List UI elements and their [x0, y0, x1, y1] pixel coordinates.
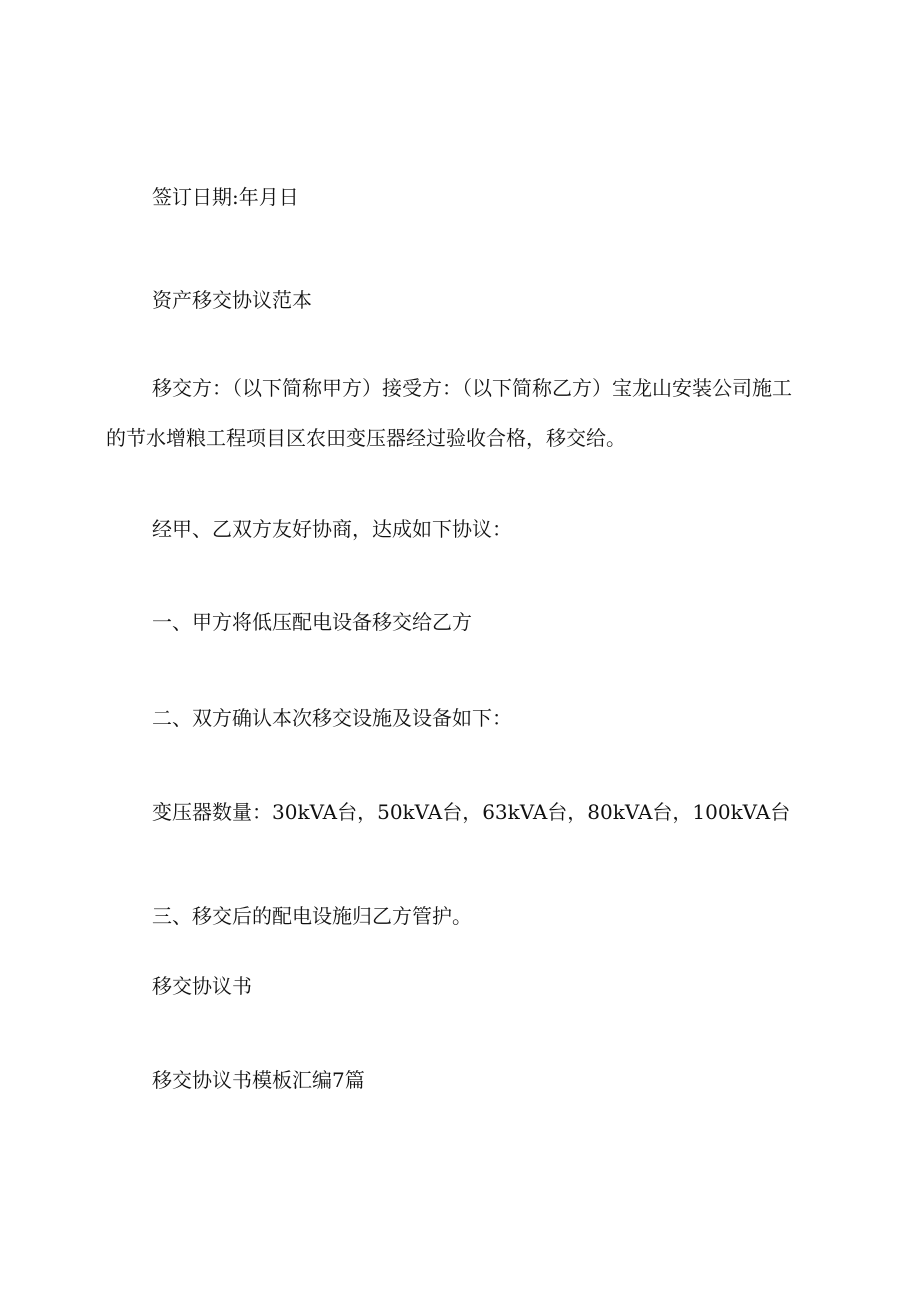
intro-paragraph-line-2: 的节水增粮工程项目区农田变压器经过验收合格，移交给。: [106, 426, 626, 450]
collection-heading: 移交协议书模板汇编7篇: [152, 1068, 365, 1092]
document-title: 资产移交协议范本: [152, 288, 312, 312]
agreement-lead-paragraph: 经甲、乙双方友好协商，达成如下协议：: [152, 517, 512, 541]
clause-3: 三、移交后的配电设施归乙方管护。: [152, 904, 472, 928]
transformer-count-line: 变压器数量：30kVA台，50kVA台，63kVA台，80kVA台，100kVA台: [152, 800, 791, 824]
clause-1: 一、甲方将低压配电设备移交给乙方: [152, 610, 472, 634]
clause-2: 二、双方确认本次移交设施及设备如下：: [152, 706, 512, 730]
section-heading: 移交协议书: [152, 974, 252, 998]
intro-paragraph-line-1: 移交方：（以下简称甲方）接受方：（以下简称乙方）宝龙山安装公司施工: [152, 376, 792, 400]
signing-date-line: 签订日期:年月日: [152, 185, 299, 209]
